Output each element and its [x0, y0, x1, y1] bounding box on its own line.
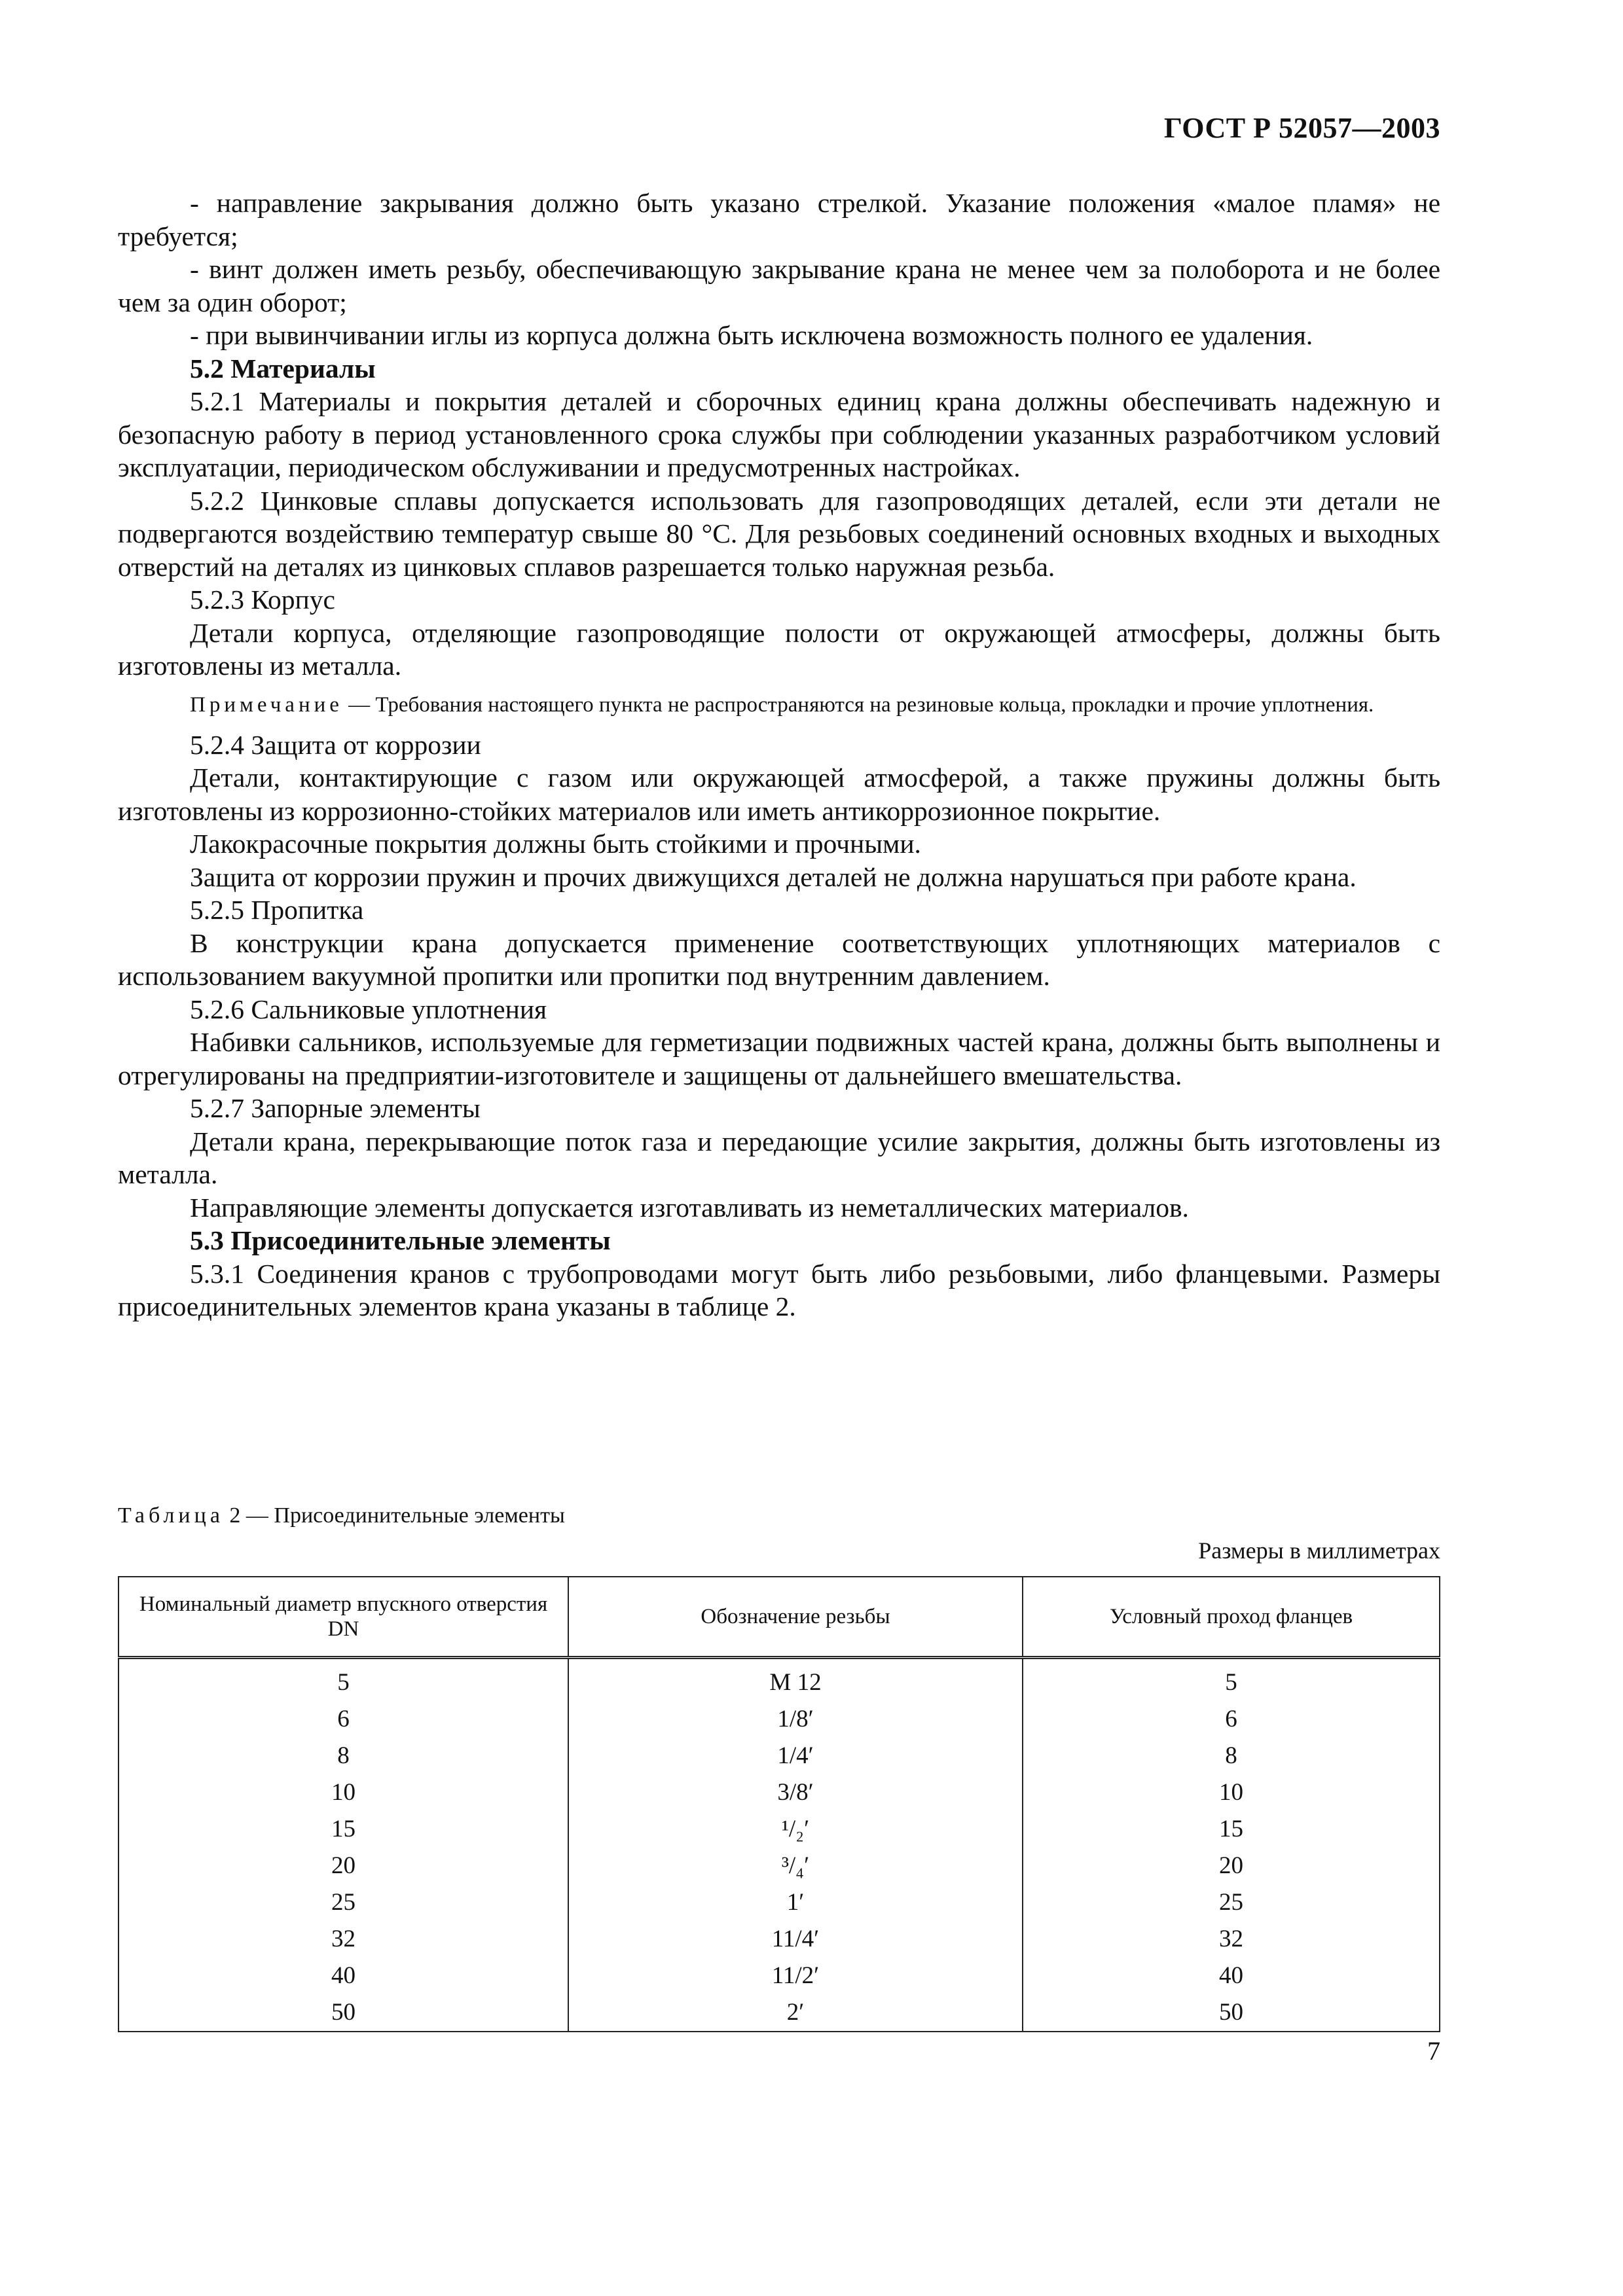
table-cell: 8	[1023, 1738, 1440, 1774]
paragraph-5-2-1: 5.2.1 Материалы и покрытия деталей и сборочных единиц крана должны обеспечивать надежную и безопасную работу в период установленного срока службы при соблюдении указанных разработчиком условий эксплуатации, периодическом обслуживании и предусмотренных настройках.	[118, 386, 1440, 482]
paragraph-5-2-2: 5.2.2 Цинковые сплавы допускается использовать для газопроводящих деталей, если эти детали не подвергаются воздействию температур свыше 80 °С. Для резьбовых соединений основных входных и выходных отверстий на деталях из цинковых сплавов разрешается только наружная резьба.	[118, 485, 1440, 582]
table-cell: ¹/₂′	[568, 1811, 1023, 1848]
table-row	[119, 1884, 1440, 1921]
paragraph-impregnation: В конструкции крана допускается применение соответствующих уплотняющих материалов с использованием вакуумной пропитки или пропитки под внутренним давлением.	[118, 927, 1440, 991]
table-caption-text: 2 — Присоединительные элементы	[223, 1503, 565, 1528]
table-cell: 40	[119, 1958, 568, 1994]
table-cell: 11/2′	[568, 1958, 1023, 1994]
table-cell: 25	[119, 1884, 568, 1921]
paragraph-gland-packing: Набивки сальников, используемые для герметизации подвижных частей крана, должны быть выполнены и отрегулированы на предприятии-изготовителе и защищены от дальнейшего вмешательства.	[118, 1027, 1440, 1090]
table-cell: 5	[1023, 1658, 1440, 1702]
subheading-5-2-7: 5.2.7 Запорные элементы	[190, 1093, 481, 1123]
table-cell: 50	[119, 1994, 568, 2032]
table-cell: 6	[119, 1701, 568, 1738]
table-caption-label: Таблица	[118, 1503, 224, 1528]
paragraph-shutoff-parts: Детали крана, перекрывающие поток газа и передающие усилие закрытия, должны быть изготовлены из металла.	[118, 1126, 1440, 1189]
list-item-needle-removal: - при вывинчивании иглы из корпуса должна быть исключена возможность полного ее удаления.	[190, 320, 1313, 350]
table-cell: 1′	[568, 1884, 1023, 1921]
table-cell: 2′	[568, 1994, 1023, 2032]
table-row	[119, 1958, 1440, 1994]
table-cell: 15	[1023, 1811, 1440, 1848]
document-header: ГОСТ Р 52057—2003	[1163, 112, 1440, 144]
table-cell: 25	[1023, 1884, 1440, 1921]
table-row	[119, 1658, 1440, 1702]
table-row	[119, 1994, 1440, 2032]
table-cell: 20	[1023, 1848, 1440, 1884]
document-body	[118, 187, 1440, 1323]
subheading-5-2-3: 5.2.3 Корпус	[190, 584, 335, 615]
table-row	[119, 1774, 1440, 1811]
paragraph-spring-protection: Защита от коррозии пружин и прочих движущихся деталей не должна нарушаться при работе крана.	[190, 861, 1357, 892]
table-row	[119, 1848, 1440, 1884]
table-cell: 1/4′	[568, 1738, 1023, 1774]
subheading-5-2-6: 5.2.6 Сальниковые уплотнения	[190, 994, 547, 1024]
paragraph-corrosion-parts: Детали, контактирующие с газом или окружающей атмосферой, а также пружины должны быть изготовлены из коррозионно-стойких материалов или иметь антикоррозионное покрытие.	[118, 762, 1440, 826]
column-header-flange: Условный проход фланцев	[1023, 1577, 1440, 1658]
subheading-5-2-4: 5.2.4 Защита от коррозии	[190, 729, 481, 760]
table-row	[119, 1921, 1440, 1958]
table-caption	[118, 1503, 565, 1528]
table-row	[119, 1811, 1440, 1848]
table-header-row	[119, 1577, 1440, 1658]
note-block	[118, 692, 1440, 718]
table-cell: 32	[1023, 1921, 1440, 1958]
table-cell: 32	[119, 1921, 568, 1958]
paragraph-guide-elements: Направляющие элементы допускается изготавливать из неметаллических материалов.	[190, 1192, 1189, 1223]
table-cell: 6	[1023, 1701, 1440, 1738]
table-cell: 5	[119, 1658, 568, 1702]
table-cell: 10	[119, 1774, 568, 1811]
table-cell: 15	[119, 1811, 568, 1848]
table-cell: 10	[1023, 1774, 1440, 1811]
column-header-thread: Обозначение резьбы	[568, 1577, 1023, 1658]
note-label: Примечание	[190, 692, 343, 717]
list-item-arrow-direction: - направление закрывания должно быть указано стрелкой. Указание положения «малое пламя» не требуется;	[118, 188, 1440, 251]
section-heading-materials: 5.2 Материалы	[190, 353, 376, 384]
column-header-nominal-diameter: Номинальный диаметр впускного отверстия DN	[119, 1577, 568, 1658]
connection-elements-table	[118, 1576, 1440, 2032]
table-units-note: Размеры в миллиметрах	[1198, 1537, 1440, 1564]
list-item-screw-thread: - винт должен иметь резьбу, обеспечивающую закрывание крана не менее чем за полоборота и не более чем за один оборот;	[118, 254, 1440, 317]
note-text: — Требования настоящего пункта не распространяются на резиновые кольца, прокладки и прочие уплотнения.	[342, 692, 1374, 717]
table-cell: ³/₄′	[568, 1848, 1023, 1884]
table-cell: 40	[1023, 1958, 1440, 1994]
table-row	[119, 1701, 1440, 1738]
table-cell: 20	[119, 1848, 568, 1884]
table-cell: 3/8′	[568, 1774, 1023, 1811]
table-cell: 8	[119, 1738, 568, 1774]
page-number: 7	[1427, 2036, 1440, 2066]
table-row	[119, 1738, 1440, 1774]
paragraph-body-parts: Детали корпуса, отделяющие газопроводящие полости от окружающей атмосферы, должны быть изготовлены из металла.	[118, 617, 1440, 681]
table-cell: 11/4′	[568, 1921, 1023, 1958]
section-heading-connections: 5.3 Присоединительные элементы	[190, 1225, 611, 1255]
subheading-5-2-5: 5.2.5 Пропитка	[190, 895, 364, 925]
paragraph-paint-coatings: Лакокрасочные покрытия должны быть стойкими и прочными.	[190, 829, 921, 859]
table-cell: 1/8′	[568, 1701, 1023, 1738]
paragraph-5-3-1: 5.3.1 Соединения кранов с трубопроводами могут быть либо резьбовыми, либо фланцевыми. Размеры присоединительных элементов крана указаны в таблице 2.	[118, 1258, 1440, 1321]
table-cell: М 12	[568, 1658, 1023, 1702]
table-cell: 50	[1023, 1994, 1440, 2032]
